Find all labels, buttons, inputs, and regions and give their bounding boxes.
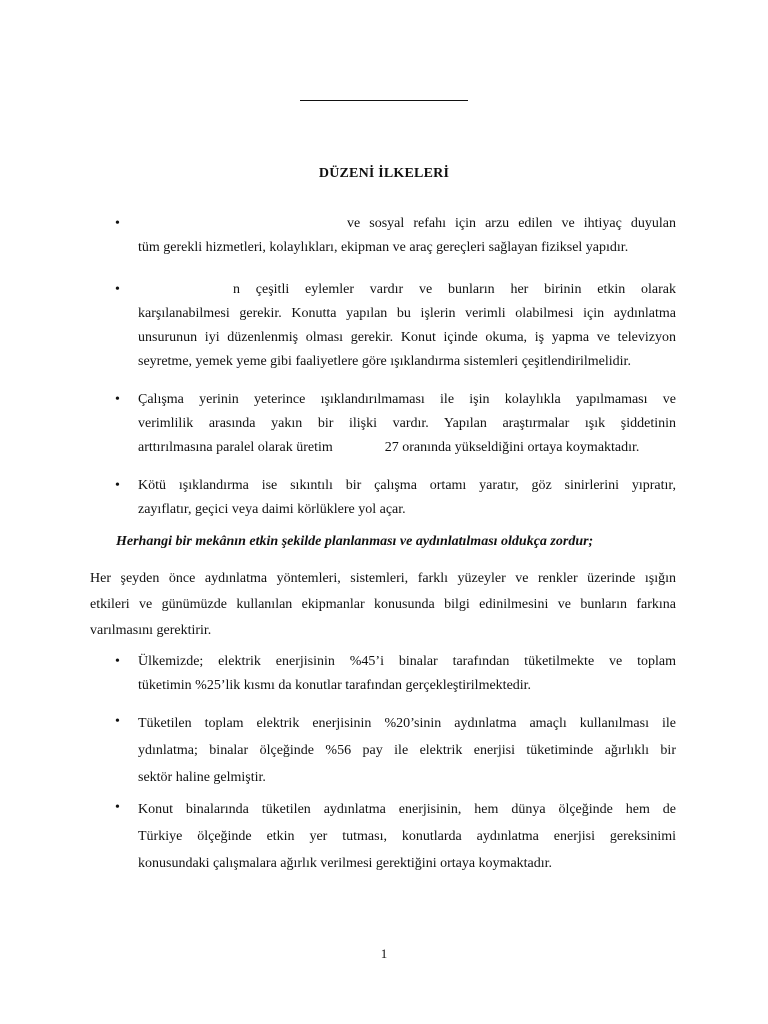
text-line: ve sosyal refahı için arzu edilen ve ihtiyaç duyulan <box>347 216 676 231</box>
bullet-marker: • <box>115 282 120 297</box>
text-line <box>138 436 676 460</box>
bullet-marker: • <box>115 800 120 815</box>
text-line: Türkiye ölçeğinde etkin yer tutması, konutlarda aydınlatma enerjisi gereksinimi <box>138 829 676 844</box>
body-paragraph <box>90 566 676 644</box>
text-line: tüm gerekli hizmetleri, kolaylıkları, ekipman ve araç gereçleri sağlayan fiziksel yapıdır. <box>138 240 629 255</box>
text-line: sektör haline gelmiştir. <box>138 770 266 785</box>
text-line: n çeşitli eylemler vardır ve bunların her birinin etkin olarak <box>233 282 676 297</box>
bullet-marker: • <box>115 714 120 729</box>
text-fragment: 27 oranında yükseldiğini ortaya koymaktadır. <box>384 440 640 455</box>
list-item <box>138 796 676 877</box>
text-line: Ülkemizde; elektrik enerjisinin %45’i binalar tarafından tüketilmekte ve toplam <box>138 654 676 669</box>
page-title: DÜZENİ İLKELERİ <box>318 166 450 181</box>
list-item <box>138 278 676 374</box>
text-line: Çalışma yerinin yeterince ışıklandırılmaması ile işin kolaylıkla yapılmaması ve <box>138 392 676 407</box>
text-line: unsurunun iyi düzenlenmiş olması gerekir. Konut içinde okuma, iş yapma ve televizyon <box>138 330 676 345</box>
text-line: seyretme, yemek yeme gibi faaliyetlere göre ışıklandırma sistemleri çeşitlendirilmelidir. <box>138 354 631 369</box>
text-fragment: arttırılmasına paralel olarak üretim <box>138 440 333 455</box>
list-item <box>138 650 676 698</box>
text-line: ydınlatma; binalar ölçeğinde %56 pay ile elektrik enerjisi tüketiminde ağırlıklı bir <box>138 743 676 758</box>
top-rule <box>300 100 468 101</box>
text-line: zayıflatır, geçici veya daimi körlüklere yol açar. <box>138 502 406 517</box>
list-item <box>138 474 676 522</box>
text-line: konusundaki çalışmalara ağırlık verilmesi gerektiğini ortaya koymaktadır. <box>138 856 553 871</box>
bullet-marker: • <box>115 392 120 407</box>
list-item <box>138 388 676 460</box>
text-line: varılmasını gerektirir. <box>90 623 212 638</box>
text-line: Kötü ışıklandırma ise sıkıntılı bir çalışma ortamı yaratır, göz sinirlerini yıpratır, <box>138 478 676 493</box>
bullet-marker: • <box>115 478 120 493</box>
page-number: 1 <box>380 946 388 961</box>
section-heading: Herhangi bir mekânın etkin şekilde planlanması ve aydınlatılması oldukça zordur; <box>116 534 594 549</box>
bullet-marker: • <box>115 654 120 669</box>
text-line: Tüketilen toplam elektrik enerjisinin %20’sinin aydınlatma amaçlı kullanılması ile <box>138 716 676 731</box>
text-line: Her şeyden önce aydınlatma yöntemleri, sistemleri, farklı yüzeyler ve renkler üzerinde ışığın <box>90 571 676 586</box>
text-line: tüketimin %25’lik kısmı da konutlar tarafından gerçekleştirilmektedir. <box>138 678 532 693</box>
list-item <box>138 212 676 260</box>
text-line: karşılanabilmesi gerekir. Konutta yapılan bu işlerin verimli olabilmesi için aydınlatma <box>138 306 676 321</box>
text-line: Konut binalarında tüketilen aydınlatma enerjisinin, hem dünya ölçeğinde hem de <box>138 802 676 817</box>
text-line: verimlilik arasında yakın bir ilişki vardır. Yapılan araştırmalar ışık şiddetinin <box>138 416 676 431</box>
bullet-marker: • <box>115 216 120 231</box>
text-line: etkileri ve günümüzde kullanılan ekipmanlar konusunda bilgi edinilmesini ve bunların farkına <box>90 597 676 612</box>
list-item <box>138 710 676 791</box>
